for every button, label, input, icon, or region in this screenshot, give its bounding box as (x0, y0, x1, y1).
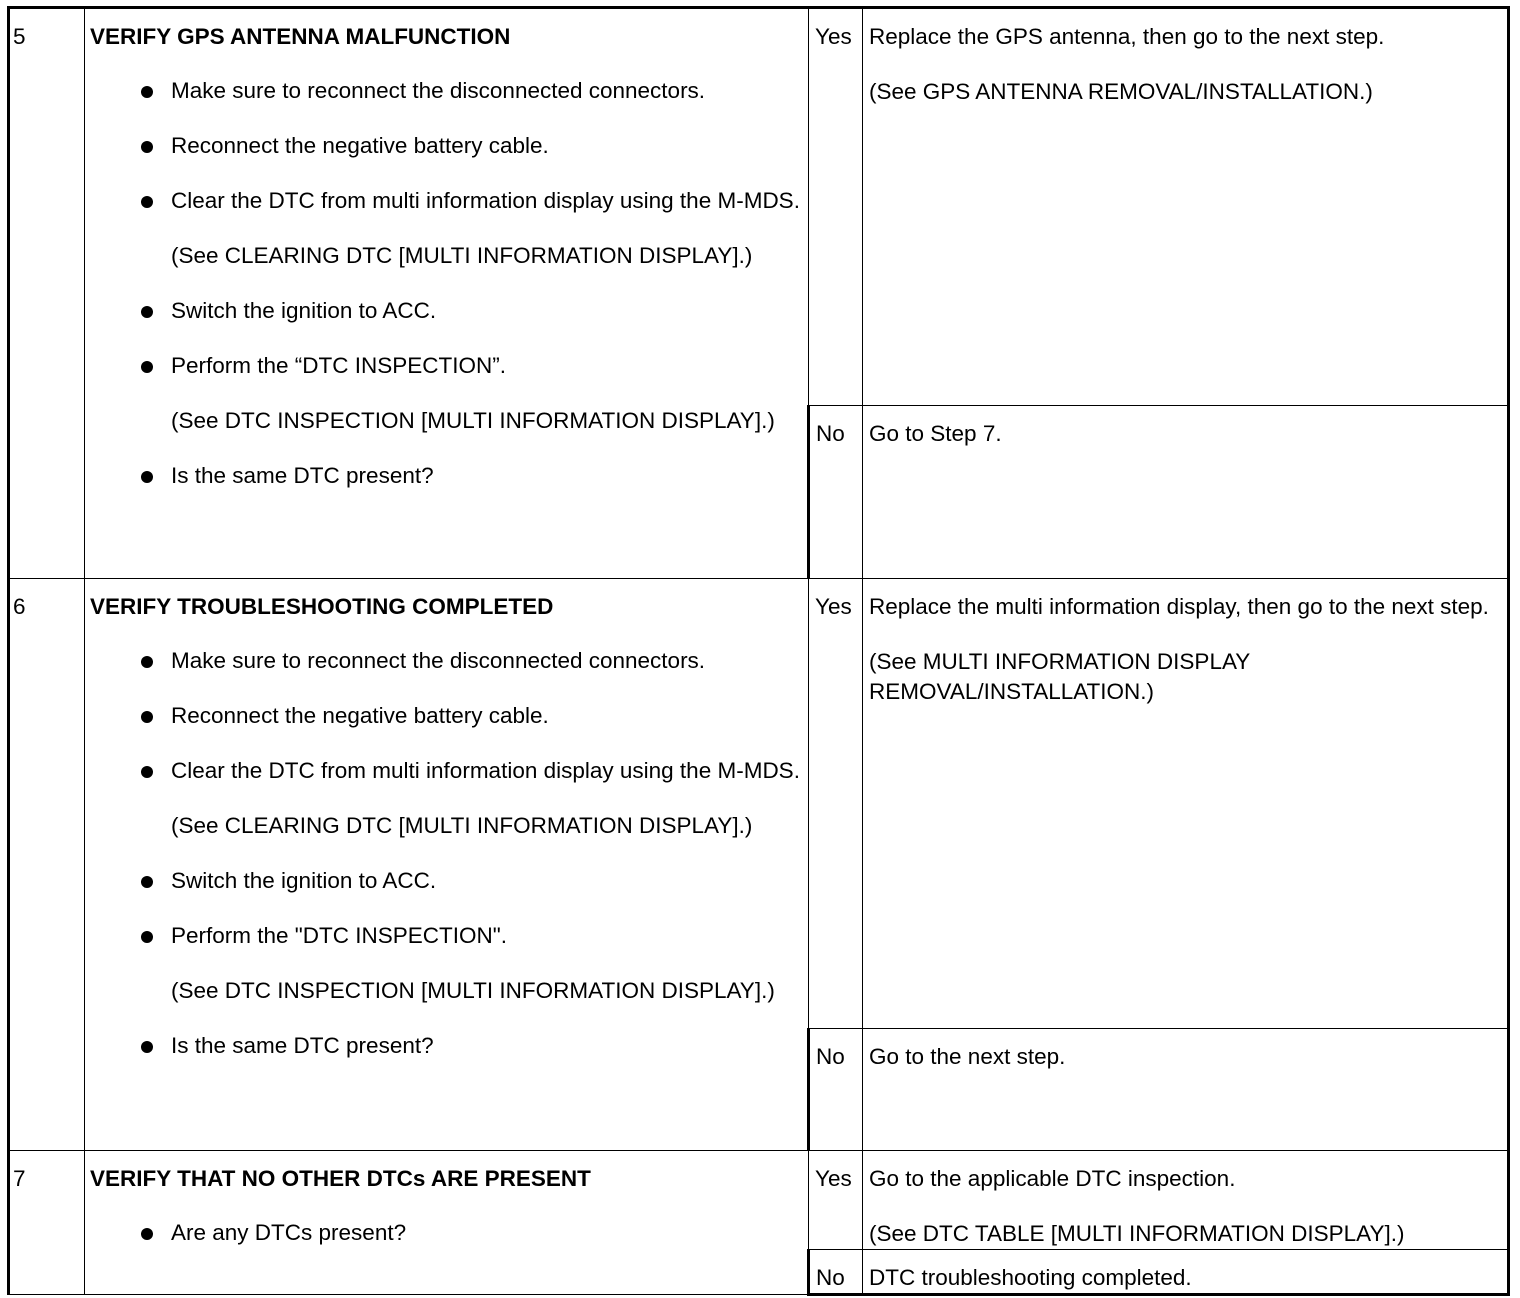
procedure-item-text: Is the same DTC present? (171, 463, 434, 488)
step-title: VERIFY GPS ANTENNA MALFUNCTION (90, 24, 511, 49)
procedure-list (90, 646, 803, 1061)
no-action: Go to Step 7. (869, 421, 1002, 446)
procedure-item (138, 756, 803, 841)
procedure-list (90, 1218, 803, 1248)
no-label: No (809, 406, 863, 579)
procedure-item (138, 921, 803, 1006)
yes-label: Yes (809, 1151, 863, 1250)
step-row-yes (9, 8, 1509, 406)
no-result (863, 1029, 1509, 1151)
procedure-list (90, 76, 803, 491)
step-procedure (85, 8, 809, 579)
no-result (863, 1250, 1509, 1295)
procedure-item-text: Perform the “DTC INSPECTION”. (171, 353, 507, 378)
step-row-yes (9, 1151, 1509, 1250)
yes-reference: (See DTC TABLE [MULTI INFORMATION DISPLAY].) (869, 1221, 1405, 1246)
procedure-item (138, 1218, 803, 1248)
procedure-item-text: Perform the "DTC INSPECTION". (171, 923, 508, 948)
yes-label: Yes (809, 579, 863, 1029)
step-number: 5 (9, 8, 85, 579)
procedure-item (138, 296, 803, 326)
procedure-item (138, 1031, 803, 1061)
procedure-item-text: Reconnect the negative battery cable. (171, 703, 549, 728)
no-action: DTC troubleshooting completed. (869, 1265, 1192, 1290)
yes-action: Replace the GPS antenna, then go to the next step. (869, 24, 1385, 49)
procedure-item (138, 701, 803, 731)
yes-reference: (See GPS ANTENNA REMOVAL/INSTALLATION.) (869, 79, 1373, 104)
procedure-item (138, 186, 803, 271)
yes-result (863, 579, 1509, 1029)
yes-label: Yes (809, 8, 863, 406)
procedure-item (138, 461, 803, 491)
procedure-item-text: Clear the DTC from multi information display using the M-MDS. (171, 188, 800, 213)
procedure-item-text: Clear the DTC from multi information display using the M-MDS. (171, 758, 800, 783)
step-procedure (85, 1151, 809, 1295)
step-title: VERIFY TROUBLESHOOTING COMPLETED (90, 594, 554, 619)
procedure-item-reference: (See CLEARING DTC [MULTI INFORMATION DISPLAY].) (171, 813, 753, 838)
yes-action: Replace the multi information display, then go to the next step. (869, 594, 1489, 619)
yes-reference: (See MULTI INFORMATION DISPLAY REMOVAL/INSTALLATION.) (869, 649, 1250, 704)
procedure-item-reference: (See CLEARING DTC [MULTI INFORMATION DISPLAY].) (171, 243, 753, 268)
procedure-item-reference: (See DTC INSPECTION [MULTI INFORMATION DISPLAY].) (171, 978, 775, 1003)
step-procedure (85, 579, 809, 1151)
procedure-item (138, 646, 803, 676)
no-result (863, 406, 1509, 579)
yes-result (863, 1151, 1509, 1250)
procedure-item-text: Is the same DTC present? (171, 1033, 434, 1058)
procedure-item (138, 351, 803, 436)
procedure-item-text: Switch the ignition to ACC. (171, 868, 437, 893)
troubleshooting-table (7, 6, 1510, 1296)
procedure-item (138, 76, 803, 106)
procedure-item-text: Reconnect the negative battery cable. (171, 133, 549, 158)
procedure-item-text: Are any DTCs present? (171, 1220, 407, 1245)
yes-result (863, 8, 1509, 406)
yes-action: Go to the applicable DTC inspection. (869, 1166, 1236, 1191)
no-label: No (809, 1029, 863, 1151)
procedure-item-text: Switch the ignition to ACC. (171, 298, 437, 323)
procedure-item-text: Make sure to reconnect the disconnected connectors. (171, 78, 706, 103)
procedure-item (138, 866, 803, 896)
step-number: 7 (9, 1151, 85, 1295)
step-title: VERIFY THAT NO OTHER DTCs ARE PRESENT (90, 1166, 591, 1191)
step-number: 6 (9, 579, 85, 1151)
step-row-yes (9, 579, 1509, 1029)
procedure-item-text: Make sure to reconnect the disconnected connectors. (171, 648, 706, 673)
no-action: Go to the next step. (869, 1044, 1066, 1069)
procedure-item-reference: (See DTC INSPECTION [MULTI INFORMATION DISPLAY].) (171, 408, 775, 433)
no-label: No (809, 1250, 863, 1295)
procedure-item (138, 131, 803, 161)
